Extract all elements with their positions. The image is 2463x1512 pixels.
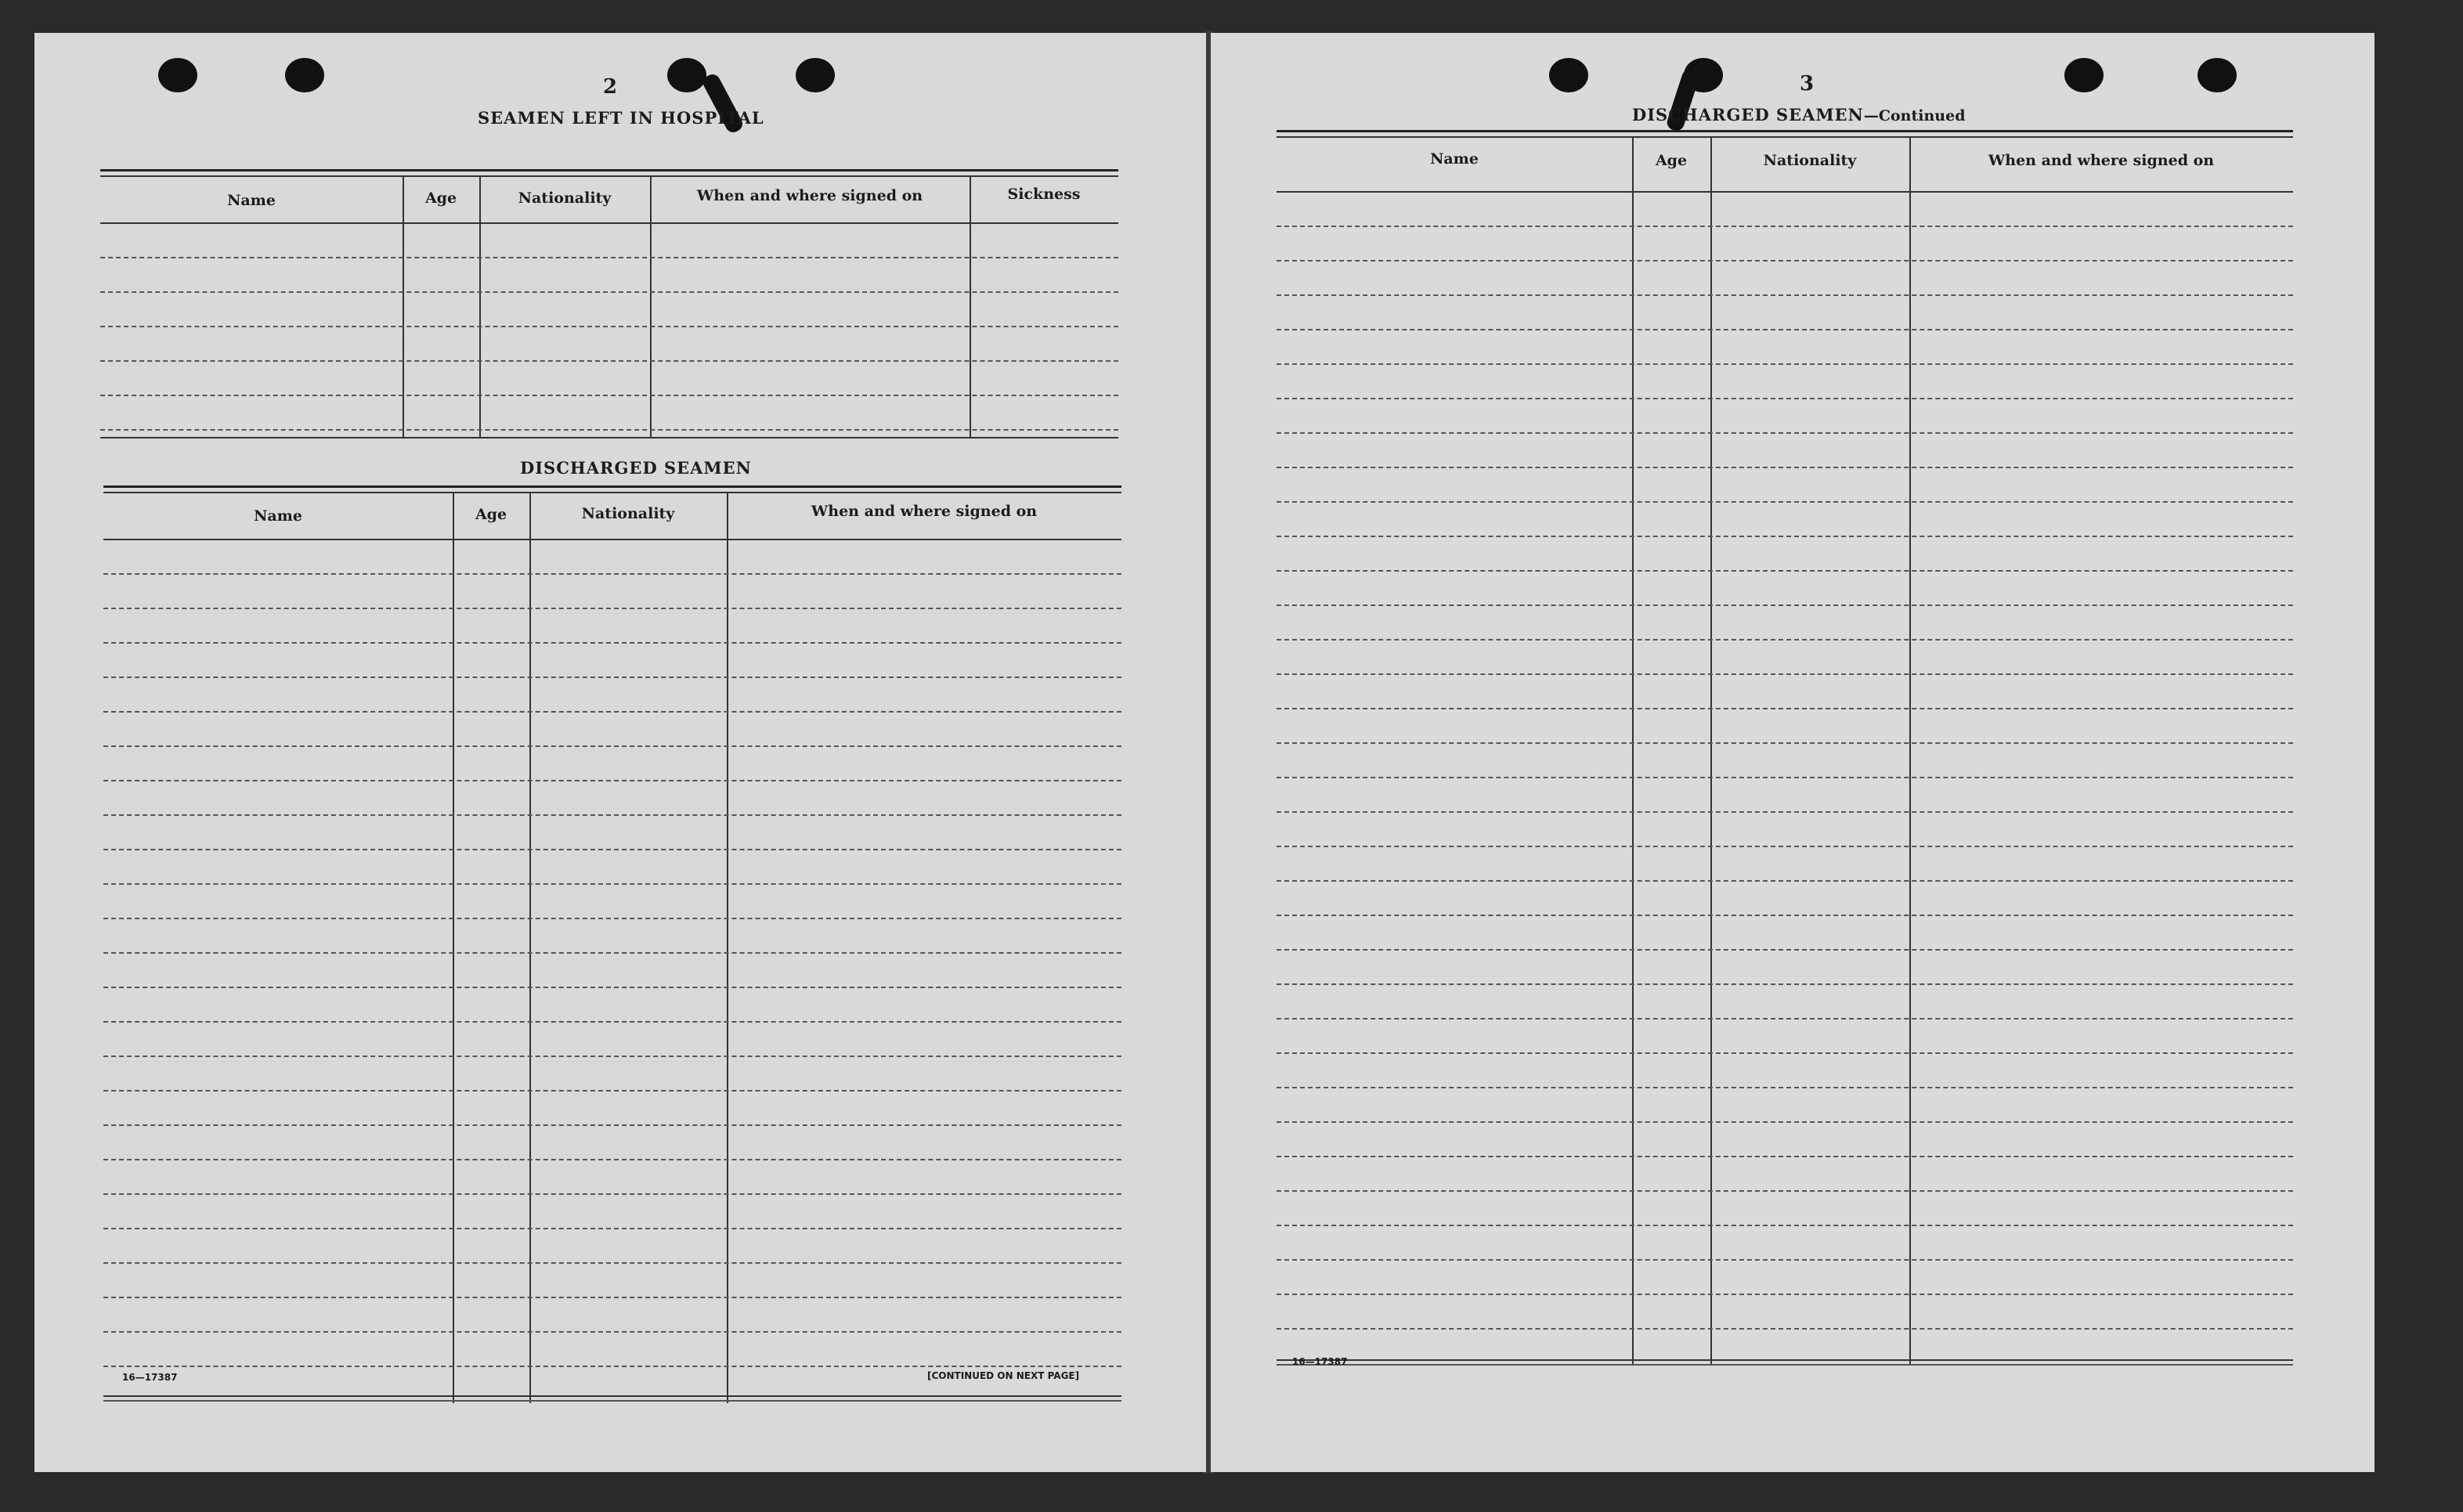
section-title-discharged: DISCHARGED SEAMEN bbox=[520, 458, 752, 478]
col-header-name: Name bbox=[227, 192, 276, 209]
page-number: 2 bbox=[603, 75, 618, 99]
page-number: 3 bbox=[1800, 72, 1815, 96]
col-header-nationality: Nationality bbox=[1763, 152, 1857, 169]
form-number: 16—17387 bbox=[1292, 1356, 1348, 1367]
continued-note: [CONTINUED ON NEXT PAGE] bbox=[927, 1370, 1080, 1381]
punch-hole bbox=[285, 58, 324, 92]
punch-hole bbox=[796, 58, 835, 92]
punch-hole bbox=[667, 58, 706, 92]
col-header-age: Age bbox=[1655, 152, 1688, 169]
punch-hole bbox=[158, 58, 197, 92]
section-title-text: DISCHARGED SEAMEN bbox=[1632, 105, 1864, 124]
punch-hole bbox=[2064, 58, 2104, 92]
right-page bbox=[1211, 33, 2375, 1472]
section-title-hospital: SEAMEN LEFT IN HOSPITAL bbox=[478, 108, 764, 128]
col-header-age: Age bbox=[424, 189, 457, 207]
section-title-discharged-continued bbox=[1632, 105, 1966, 124]
punch-hole bbox=[2198, 58, 2237, 92]
section-title-suffix: —Continued bbox=[1863, 107, 1966, 124]
left-page bbox=[34, 33, 1206, 1472]
col-header-signed-on: When and where signed on bbox=[696, 187, 923, 204]
col-header-nationality: Nationality bbox=[518, 189, 612, 207]
col-header-nationality: Nationality bbox=[581, 505, 675, 522]
col-header-sickness: Sickness bbox=[1007, 186, 1081, 203]
col-header-name: Name bbox=[254, 507, 302, 525]
hospital-table bbox=[100, 135, 1118, 440]
discharged-table-right bbox=[1277, 127, 2293, 1380]
col-header-signed-on: When and where signed on bbox=[1988, 152, 2215, 169]
discharged-table-left bbox=[103, 479, 1121, 1405]
col-header-signed-on: When and where signed on bbox=[811, 503, 1038, 520]
punch-hole bbox=[1549, 58, 1588, 92]
col-header-age: Age bbox=[475, 506, 507, 523]
col-header-name: Name bbox=[1430, 150, 1479, 168]
form-number: 16—17387 bbox=[122, 1372, 178, 1383]
